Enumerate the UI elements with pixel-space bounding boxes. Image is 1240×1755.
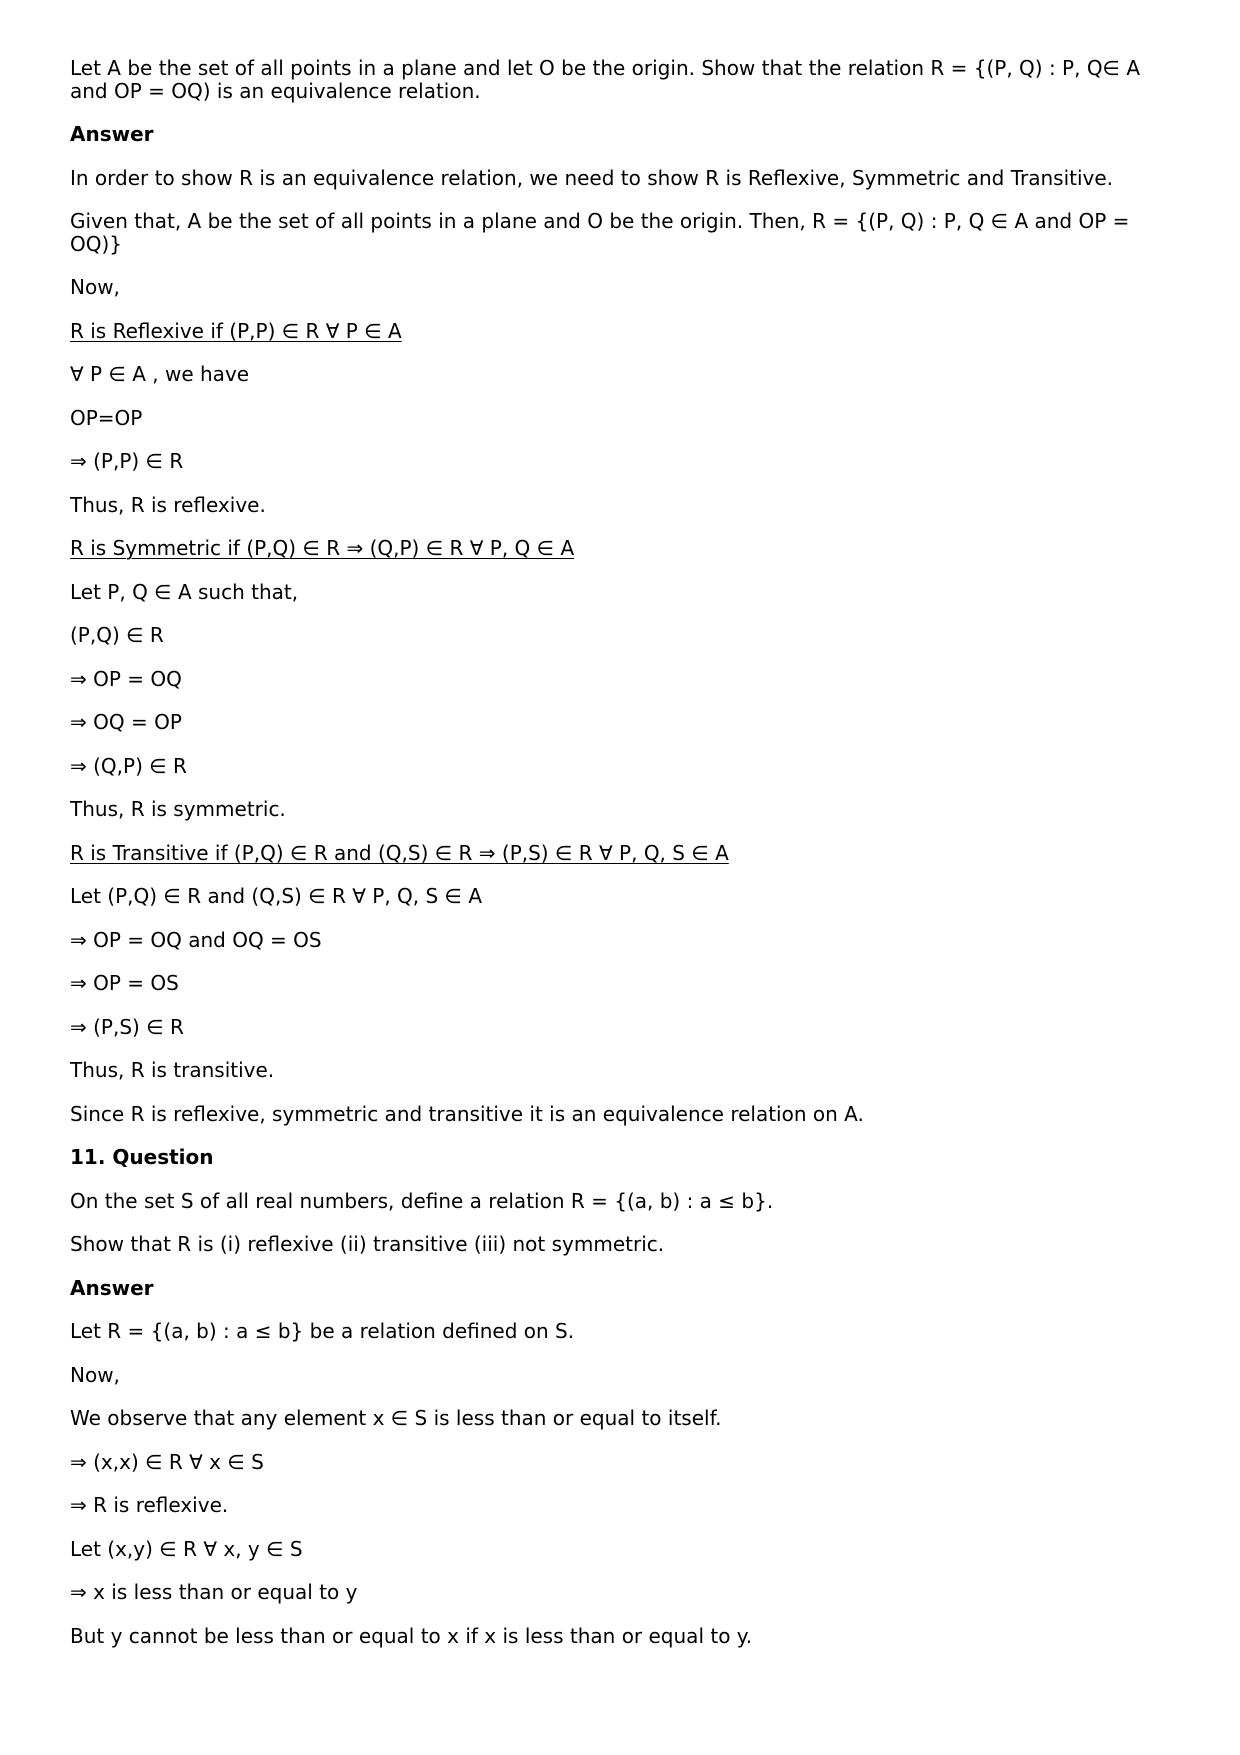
symmetric-definition [70, 537, 1175, 560]
paragraph: Given that, A be the set of all points in a plane and O be the origin. Then, R = {(P, Q) : P, Q ∈ A and OP = OQ)} [70, 209, 1136, 256]
paragraph: ⇒ (x,x) ∈ R ∀ x ∈ S [70, 1449, 264, 1474]
paragraph: ⇒ R is reflexive. [70, 1493, 229, 1517]
paragraph: ⇒ OP = OQ and OQ = OS [70, 927, 322, 952]
question-text: Show that R is (i) reflexive (ii) transitive (iii) not symmetric. [70, 1232, 665, 1256]
underlined-text: R is Transitive if (P,Q) ∈ R and (Q,S) ∈ R ⇒ (P,S) ∈ R ∀ P, Q, S ∈ A [70, 840, 729, 865]
paragraph: Since R is reflexive, symmetric and transitive it is an equivalence relation on A. [70, 1101, 864, 1126]
document-page [70, 57, 1175, 1668]
paragraph: Let (P,Q) ∈ R and (Q,S) ∈ R ∀ P, Q, S ∈ A [70, 884, 483, 908]
paragraph: Now, [70, 1362, 120, 1387]
paragraph: Let (x,y) ∈ R ∀ x, y ∈ S [70, 1536, 303, 1561]
paragraph: In order to show R is an equivalence relation, we need to show R is Reflexive, Symmetric and Transitive. [70, 165, 1114, 190]
underlined-text: R is Reflexive if (P,P) ∈ R ∀ P ∈ A [70, 318, 402, 343]
paragraph: ⇒ OQ = OP [70, 710, 182, 734]
paragraph: ⇒ OP = OS [70, 971, 179, 995]
paragraph: Thus, R is symmetric. [70, 797, 286, 821]
question-text: Let A be the set of all points in a plane and let O be the origin. Show that the relation R = {(P, Q) : P, Q∈ A and OP = OQ) is an equivalence relation. [70, 56, 1147, 103]
paragraph: ⇒ x is less than or equal to y [70, 1580, 358, 1604]
underlined-text: R is Symmetric if (P,Q) ∈ R ⇒ (Q,P) ∈ R ∀ P, Q ∈ A [70, 536, 575, 560]
paragraph: ⇒ (P,S) ∈ R [70, 1014, 184, 1039]
reflexive-definition [70, 320, 1175, 343]
question-text: On the set S of all real numbers, define a relation R = {(a, b) : a ≤ b}. [70, 1188, 774, 1213]
paragraph: ⇒ (P,P) ∈ R [70, 449, 184, 473]
paragraph: Thus, R is transitive. [70, 1058, 275, 1082]
paragraph: Thus, R is reflexive. [70, 492, 266, 517]
answer-heading: Answer [70, 122, 154, 146]
transitive-definition [70, 842, 1175, 865]
answer-heading: Answer [70, 1275, 154, 1300]
paragraph: ⇒ (Q,P) ∈ R [70, 753, 187, 778]
paragraph: ⇒ OP = OQ [70, 666, 182, 691]
paragraph: Let P, Q ∈ A such that, [70, 579, 299, 604]
paragraph: OP=OP [70, 405, 143, 430]
paragraph: Let R = {(a, b) : a ≤ b} be a relation defined on S. [70, 1319, 575, 1343]
paragraph: We observe that any element x ∈ S is less than or equal to itself. [70, 1406, 722, 1430]
paragraph: But y cannot be less than or equal to x if x is less than or equal to y. [70, 1623, 753, 1648]
paragraph: Now, [70, 275, 120, 299]
paragraph: (P,Q) ∈ R [70, 623, 164, 647]
paragraph: ∀ P ∈ A , we have [70, 362, 250, 386]
question-heading: 11. Question [70, 1145, 214, 1169]
